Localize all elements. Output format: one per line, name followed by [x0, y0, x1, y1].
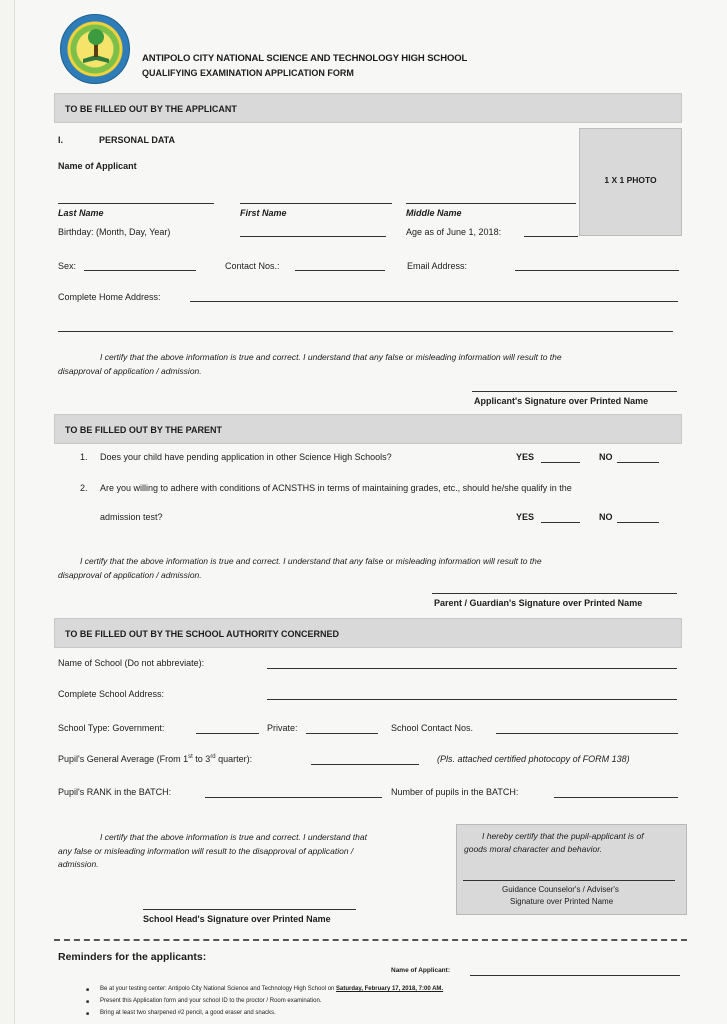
applicant-signature-label: Applicant's Signature over Printed Name [474, 396, 649, 406]
address-line-1[interactable] [190, 301, 678, 302]
school-contact-label: School Contact Nos. [391, 723, 474, 733]
q1-text: Does your child have pending application in other Science High Schools? [100, 452, 392, 462]
section-title: PERSONAL DATA [99, 135, 176, 145]
contact-label: Contact Nos.: [225, 261, 280, 271]
private-label: Private: [267, 723, 298, 733]
section-number: I. [58, 135, 64, 145]
school-address-line[interactable] [267, 699, 677, 700]
parent-cert-line-2: disapproval of application / admission. [58, 570, 202, 580]
q2-text-cont: admission test? [100, 512, 163, 522]
reminder-item-1: ■ Be at your testing center: Antipolo City National Science and Technology High School on Saturday, February 17, 2018, 7:00 AM. [100, 986, 443, 992]
middle-name-label: Middle Name [406, 208, 462, 218]
first-name-line[interactable] [240, 203, 392, 204]
q2-no-label: NO [599, 512, 613, 522]
parent-band: TO BE FILLED OUT BY THE PARENT [54, 414, 682, 444]
number-of-pupils-line[interactable] [554, 797, 678, 798]
birthday-line[interactable] [240, 236, 386, 237]
q2-yes-label: YES [516, 512, 535, 522]
counselor-cert-line-2: goods moral character and behavior. [464, 844, 603, 854]
sex-label: Sex: [58, 261, 77, 271]
q1-no-line[interactable] [617, 462, 659, 463]
school-head-signature-label: School Head's Signature over Printed Name [143, 914, 331, 924]
middle-name-line[interactable] [406, 203, 576, 204]
school-contact-line[interactable] [496, 733, 678, 734]
counselor-signature-label-1: Guidance Counselor's / Adviser's [502, 885, 619, 894]
birthday-label: Birthday: (Month, Day, Year) [58, 227, 171, 237]
name-of-applicant-label: Name of Applicant [58, 161, 137, 171]
government-line[interactable] [196, 733, 259, 734]
school-name-line[interactable] [267, 668, 677, 669]
number-of-pupils-label: Number of pupils in the BATCH: [391, 787, 519, 797]
general-average-line[interactable] [311, 764, 419, 765]
school-name-label: Name of School (Do not abbreviate): [58, 658, 205, 668]
sex-line[interactable] [84, 270, 196, 271]
age-line[interactable] [524, 236, 578, 237]
parent-signature-line[interactable] [432, 593, 677, 594]
reminder-item-3: ■ Bring at least two sharpened #2 pencil, a good eraser and snacks. [100, 1010, 276, 1016]
applicant-signature-line[interactable] [472, 391, 677, 392]
address-line-2[interactable] [58, 331, 673, 332]
q1-yes-label: YES [516, 452, 535, 462]
applicant-band: TO BE FILLED OUT BY THE APPLICANT [54, 93, 682, 123]
school-name: ANTIPOLO CITY NATIONAL SCIENCE AND TECHNOLOGY HIGH SCHOOL [142, 53, 468, 64]
q2-text: Are you willing to adhere with conditions of ACNSTHS in terms of maintaining grades, etc., should he/she qualify in the [100, 483, 572, 493]
school-logo [60, 14, 130, 84]
reminder-item-2: ■ Present this Application form and your school ID to the proctor / Room examination. [100, 998, 321, 1004]
school-address-label: Complete School Address: [58, 689, 165, 699]
private-line[interactable] [306, 733, 378, 734]
rank-label: Pupil's RANK in the BATCH: [58, 787, 172, 797]
contact-line[interactable] [295, 270, 385, 271]
parent-cert-line-1: I certify that the above information is true and correct. I understand that any false or misleading information will result to the [80, 556, 542, 566]
parent-signature-label: Parent / Guardian's Signature over Printed Name [434, 598, 643, 608]
school-band: TO BE FILLED OUT BY THE SCHOOL AUTHORITY CONCERNED [54, 618, 682, 648]
q2-number: 2. [80, 483, 88, 493]
last-name-label: Last Name [58, 208, 104, 218]
school-cert-line-3: admission. [58, 859, 99, 869]
q1-no-label: NO [599, 452, 613, 462]
rank-line[interactable] [205, 797, 382, 798]
age-label: Age as of June 1, 2018: [406, 227, 502, 237]
q2-no-line[interactable] [617, 522, 659, 523]
school-type-label: School Type: Government: [58, 723, 165, 733]
form-name: QUALIFYING EXAMINATION APPLICATION FORM [142, 68, 354, 78]
photo-box: 1 X 1 PHOTO [579, 128, 682, 236]
school-head-signature-line[interactable] [143, 909, 356, 910]
applicant-cert-line-1: I certify that the above information is true and correct. I understand that any false or misleading information will result to the [100, 352, 562, 362]
email-label: Email Address: [407, 261, 468, 271]
counselor-signature-label-2: Signature over Printed Name [510, 897, 614, 906]
form138-note: (Pls. attached certified photocopy of FORM 138) [437, 754, 630, 764]
address-label: Complete Home Address: [58, 292, 161, 302]
general-average-label: Pupil's General Average (From 1st to 3rd quarter): [58, 754, 253, 764]
applicant-cert-line-2: disapproval of application / admission. [58, 366, 202, 376]
book-tree-icon [61, 15, 131, 85]
q1-number: 1. [80, 452, 88, 462]
q2-yes-line[interactable] [541, 522, 580, 523]
last-name-line[interactable] [58, 203, 214, 204]
first-name-label: First Name [240, 208, 287, 218]
email-line[interactable] [515, 270, 679, 271]
reminder-applicant-name-label: Name of Applicant: [391, 967, 450, 974]
q1-yes-line[interactable] [541, 462, 580, 463]
reminder-applicant-name-line[interactable] [470, 975, 680, 976]
reminders-title: Reminders for the applicants: [58, 951, 207, 963]
counselor-signature-line[interactable] [463, 880, 675, 881]
school-cert-line-2: any false or misleading information will result to the disapproval of application / [58, 846, 354, 856]
cut-line [54, 939, 687, 941]
school-cert-line-1: I certify that the above information is true and correct. I understand that [100, 832, 367, 842]
counselor-cert-line-1: I hereby certify that the pupil-applicant is of [482, 831, 644, 841]
